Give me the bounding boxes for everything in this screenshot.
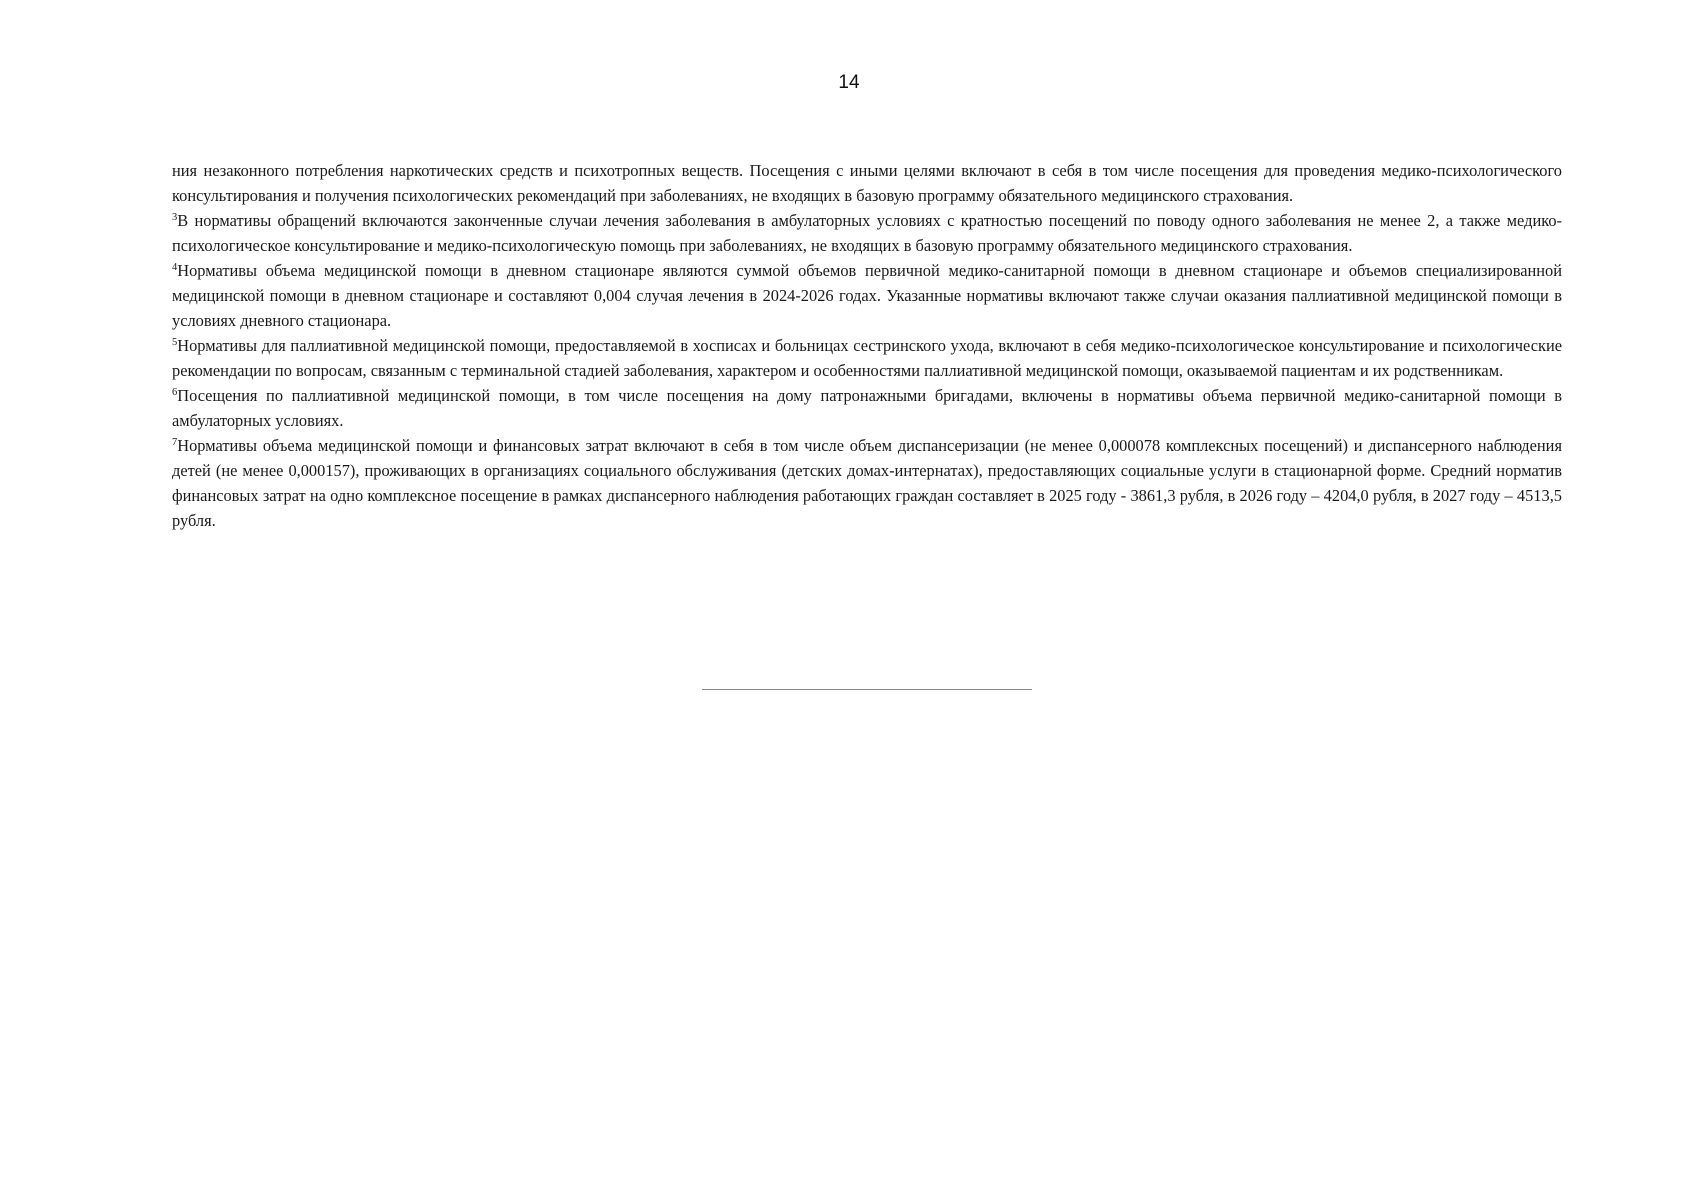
footnote-3 [172,208,1562,258]
page-number: 14 [838,72,860,93]
footnote-text: Посещения по паллиативной медицинской помощи, в том числе посещения на дому патронажными бригадами, включены в нормативы объема первичной медико-санитарной помощи в амбулаторных условиях. [172,386,1562,430]
end-separator-line [702,689,1032,690]
footnote-marker: 3 [172,212,178,223]
footnote-marker: 7 [172,437,178,448]
footnote-text: Нормативы объема медицинской помощи и финансовых затрат включают в себя в том числе объем диспансеризации (не менее 0,000078 комплексных посещений) и диспансерного наблюдения детей (не менее 0,000157), проживающих в организациях социального обслуживания (детских домах-интернатах), предоставляющих социальные услуги в стационарной форме. Средний норматив финансовых затрат на одно комплексное посещение в рамках диспансерного наблюдения работающих граждан составляет в 2025 году - 3861,3 рубля, в 2026 году – 4204,0 рубля, в 2027 году – 4513,5 рубля. [172,436,1562,530]
footnote-marker: 5 [172,337,178,348]
footnote-text: Нормативы объема медицинской помощи в дневном стационаре являются суммой объемов первичной медико-санитарной помощи в дневном стационаре и объемов специализированной медицинской помощи в дневном стационаре и составляют 0,004 случая лечения в 2024-2026 годах. Указанные нормативы включают также случаи оказания паллиативной медицинской помощи в условиях дневного стационара. [172,261,1562,330]
footnote-7 [172,433,1562,533]
footnote-text: ния незаконного потребления наркотических средств и психотропных веществ. Посещения с иными целями включают в себя в том числе посещения для проведения медико-психологического консультирования и получения психологических рекомендаций при заболеваниях, не входящих в базовую программу обязательного медицинского страхования. [172,161,1562,205]
footnote-continuation [172,158,1562,208]
footnote-text: В нормативы обращений включаются законченные случаи лечения заболевания в амбулаторных условиях с кратностью посещений по поводу одного заболевания не менее 2, а также медико-психологическое консультирование и медико-психологическую помощь при заболеваниях, не входящих в базовую программу обязательного медицинского страхования. [172,211,1562,255]
footnotes-block [172,158,1562,533]
footnote-text: Нормативы для паллиативной медицинской помощи, предоставляемой в хосписах и больницах сестринского ухода, включают в себя медико-психологическое консультирование и психологические рекомендации по вопросам, связанным с терминальной стадией заболевания, характером и особенностями паллиативной медицинской помощи, оказываемой пациентам и их родственникам. [172,336,1562,380]
footnote-marker: 4 [172,262,178,273]
footnote-4 [172,258,1562,333]
footnote-marker: 6 [172,387,178,398]
footnote-6 [172,383,1562,433]
footnote-5 [172,333,1562,383]
